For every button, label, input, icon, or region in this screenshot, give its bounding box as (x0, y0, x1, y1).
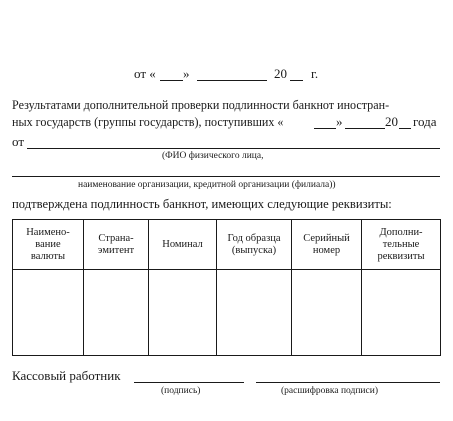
fio-caption: (ФИО физического лица, (162, 151, 264, 161)
year-prefix: 20 (274, 66, 287, 81)
signature-field[interactable] (134, 382, 244, 383)
confirmation-text: подтверждена подлинность банкнот, имеющих следующие реквизиты: (12, 196, 392, 211)
table-row (13, 270, 441, 356)
signature-decoding-field[interactable] (256, 382, 440, 383)
cell-sample-year[interactable] (217, 270, 292, 356)
cashier-label: Кассовый работник (12, 368, 121, 383)
header-issuing-country: Страна- эмитент (84, 220, 149, 270)
receipt-year-prefix: 20 (385, 114, 398, 129)
from-name-field[interactable] (27, 148, 440, 149)
from-label: от (12, 134, 25, 149)
organization-field[interactable] (12, 176, 440, 177)
requisites-table (12, 219, 441, 356)
year-suffix: г. (311, 66, 319, 81)
receipt-month-blank[interactable] (345, 128, 385, 129)
receipt-quote-close: » (336, 114, 343, 129)
header-denomination: Номинал (149, 220, 217, 270)
year-blank[interactable] (290, 80, 303, 81)
date-prefix: от « (134, 66, 156, 81)
receipt-day-blank[interactable] (314, 128, 336, 129)
header-sample-year: Год образца (выпуска) (217, 220, 292, 270)
organization-caption: наименование организации, кредитной организации (филиала)) (78, 180, 336, 190)
signature-caption: (подпись) (161, 386, 201, 396)
cell-currency-name[interactable] (13, 270, 84, 356)
header-additional-requisites: Дополни- тельные реквизиты (362, 220, 441, 270)
header-serial-number: Серийный номер (292, 220, 362, 270)
receipt-year-suffix: года (413, 114, 437, 129)
table-header-row (13, 220, 441, 270)
paragraph-line-2-start: ных государств (группы государств), поступивших « (12, 114, 284, 129)
receipt-year-blank[interactable] (399, 128, 411, 129)
cell-additional-requisites[interactable] (362, 270, 441, 356)
cell-serial-number[interactable] (292, 270, 362, 356)
date-quote-close: » (183, 66, 190, 81)
cell-issuing-country[interactable] (84, 270, 149, 356)
signature-decoding-caption: (расшифровка подписи) (281, 386, 378, 396)
paragraph-line-1: Результатами дополнительной проверки подлинности банкнот иностран- (12, 97, 390, 112)
day-blank[interactable] (160, 80, 183, 81)
header-currency-name: Наимено- вание валюты (13, 220, 84, 270)
month-blank[interactable] (197, 80, 267, 81)
cell-denomination[interactable] (149, 270, 217, 356)
